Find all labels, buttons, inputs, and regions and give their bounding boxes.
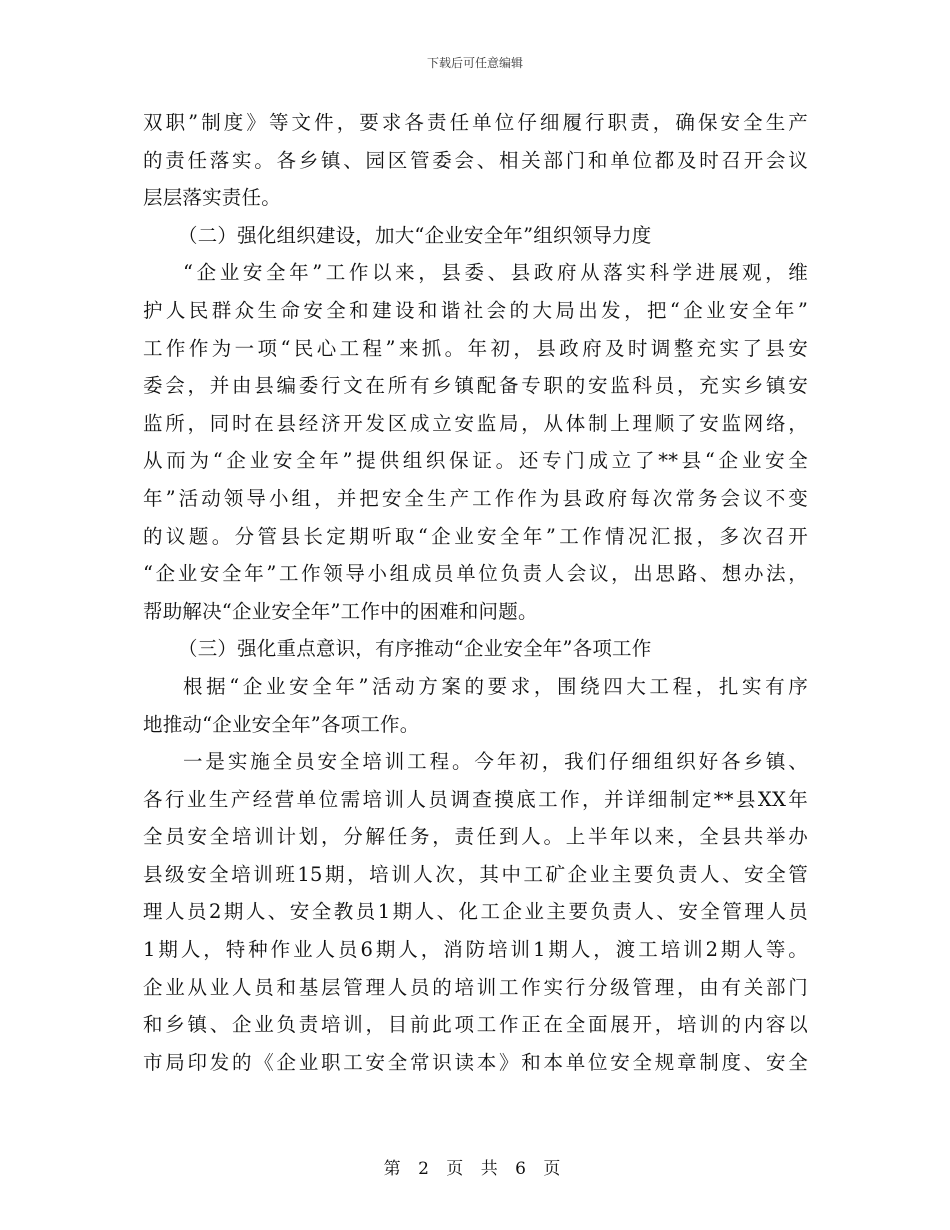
body-line-7: 工作作为一项“民心工程”来抓。年初，县政府及时调整充实了县安 [143, 336, 808, 360]
page-number: 第 2 页 共 6 页 [383, 1159, 567, 1179]
body-line-13: “企业安全年”工作领导小组成员单位负责人会议，出思路、想办法， [143, 562, 808, 586]
body-line-23: 1期人，特种作业人员6期人，消防培训1期人，渡工培训2期人等。 [143, 938, 808, 962]
body-line-20: 全员安全培训计划，分解任务，责任到人。上半年以来，全县共举办 [143, 825, 808, 849]
body-line-22: 理人员2期人、安全教员1期人、化工企业主要负责人、安全管理人员 [143, 900, 808, 924]
body-line-6: 护人民群众生命安全和建设和谐社会的大局出发，把“企业安全年” [143, 298, 808, 322]
body-line-24: 企业从业人员和基层管理人员的培训工作实行分级管理，由有关部门 [143, 975, 808, 999]
page-header-note: 下载后可任意编辑 [426, 56, 523, 70]
body-line-3: 层层落实责任。 [143, 186, 281, 210]
body-line-19: 各行业生产经营单位需培训人员调查摸底工作，并详细制定**县XX年 [143, 787, 808, 811]
body-line-9: 监所，同时在县经济开发区成立安监局，从体制上理顺了安监网络， [143, 411, 808, 435]
body-line-2: 的责任落实。各乡镇、园区管委会、相关部门和单位都及时召开会议 [143, 148, 808, 172]
section-heading-3: （三）强化重点意识，有序推动“企业安全年”各项工作 [178, 637, 652, 661]
document-body [143, 104, 808, 1081]
body-line-14: 帮助解决“企业安全年”工作中的困难和问题。 [143, 599, 538, 623]
body-line-18: 一是实施全员安全培训工程。今年初，我们仔细组织好各乡镇、 [183, 750, 808, 774]
body-line-25: 和乡镇、企业负责培训，目前此项工作正在全面展开，培训的内容以 [143, 1013, 808, 1037]
body-line-16: 根据“企业安全年”活动方案的要求，围绕四大工程，扎实有序 [183, 674, 808, 698]
body-line-26: 市局印发的《企业职工安全常识读本》和本单位安全规章制度、安全 [143, 1050, 808, 1074]
section-heading-2: （二）强化组织建设，加大“企业安全年”组织领导力度 [178, 223, 652, 247]
body-line-10: 从而为“企业安全年”提供组织保证。还专门成立了**县“企业安全 [143, 449, 808, 473]
body-line-17: 地推动“企业安全年”各项工作。 [143, 712, 420, 736]
body-line-21: 县级安全培训班15期，培训人次，其中工矿企业主要负责人、安全管 [143, 862, 808, 886]
body-line-11: 年”活动领导小组，并把安全生产工作作为县政府每次常务会议不变 [143, 486, 808, 510]
body-line-12: 的议题。分管县长定期听取“企业安全年”工作情况汇报，多次召开 [143, 524, 808, 548]
body-line-5: “企业安全年”工作以来，县委、县政府从落实科学进展观，维 [183, 261, 808, 285]
body-line-1: 双职”制度》等文件，要求各责任单位仔细履行职责，确保安全生产 [143, 111, 808, 134]
body-line-8: 委会，并由县编委行文在所有乡镇配备专职的安监科员，充实乡镇安 [143, 374, 808, 398]
